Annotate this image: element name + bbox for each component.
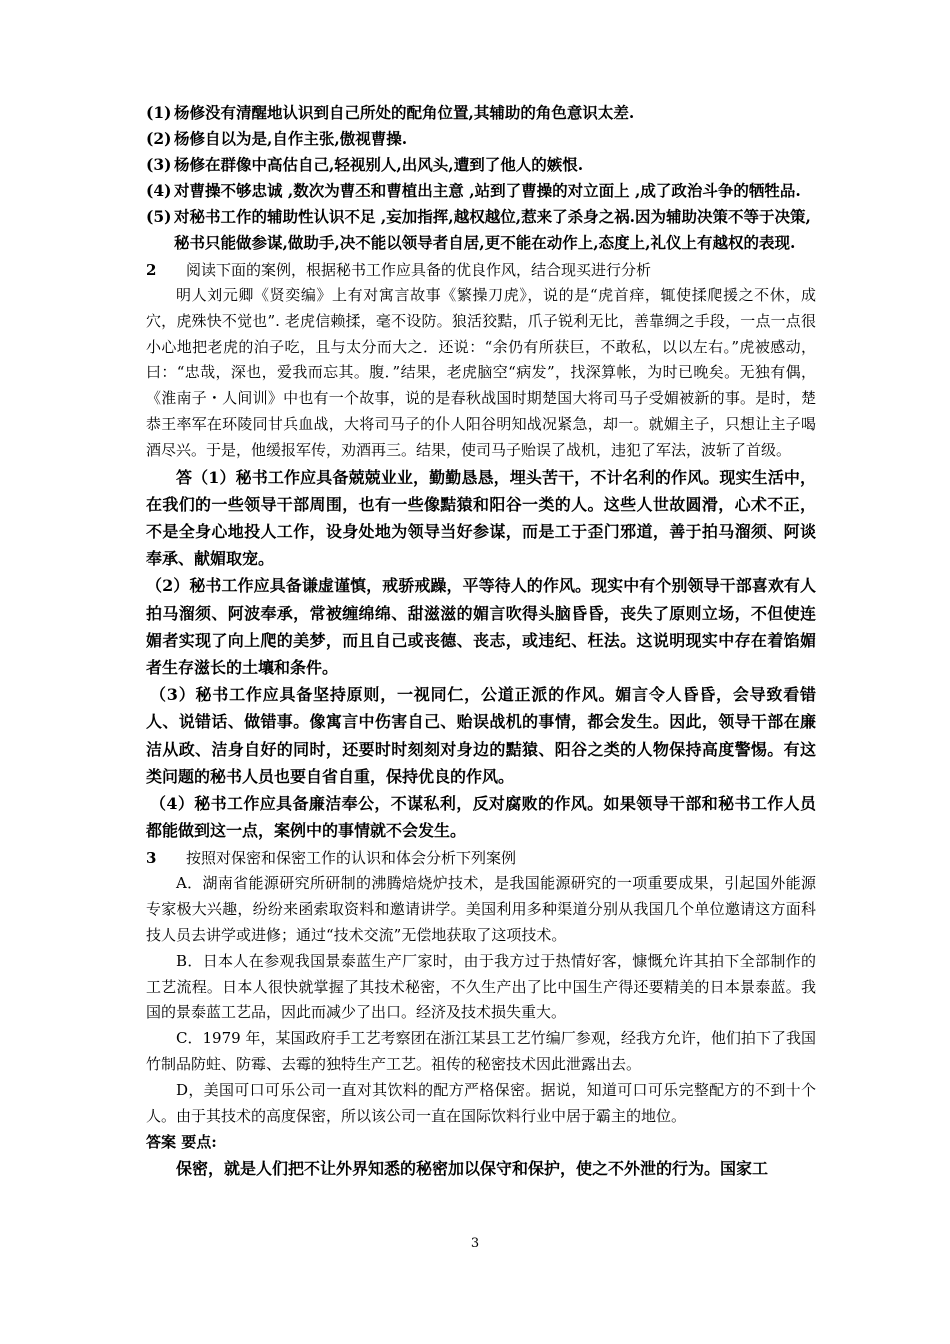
- list-item-text: 杨修在群像中高估自己,轻视别人,出风头,遭到了他人的嫉恨.: [174, 155, 584, 174]
- answer-paragraph: （4）秘书工作应具备廉洁奉公，不谋私利，反对腐败的作风。如果领导干部和秘书工作人员都能做到这一点，案例中的事情就不会发生。: [146, 794, 816, 841]
- question-number: 2: [146, 261, 157, 279]
- list-item: [146, 100, 816, 126]
- list-item-text: 对秘书工作的辅助性认识不足 ,妄加指挥,越权越位,惹来了杀身之祸.因为辅助决策不等于决策,秘书只能做参谋,做助手,决不能以领导者自居,更不能在动作上,态度上,礼仪上有越权的表现.: [174, 207, 811, 252]
- list-item-text: 对曹操不够忠诚 ,数次为曹丕和曹植出主意 ,站到了曹操的对立面上 ,成了政治斗争的牺牲品.: [174, 181, 801, 200]
- question-3-heading: [146, 845, 816, 871]
- list-item: [146, 178, 816, 204]
- case-paragraph-b: B．日本人在参观我国景泰蓝生产厂家时，由于我方过于热情好客，慷慨允许其拍下全部制作的工艺流程。日本人很快就掌握了其技术秘密，不久生产出了比中国生产得还要精美的日本景泰蓝。我国的景泰蓝工艺品，因此而减少了出口。经济及技术损失重大。: [146, 951, 816, 1022]
- case-paragraph: 明人刘元卿《贤奕编》上有对寓言故事《繁操刀虎》，说的是“虎首痒，辄使揉爬援之不休，成穴，虎殊快不觉也”. 老虎信赖揉，毫不设防。狼活狡黠，爪子锐利无比，善靠绸之手段，一点一点很小心地把老虎的泊子吃，且与太分而大之．还说：“余仍有所获巨，不敢私，以以左右。”虎被感动，曰：“忠哉，深也，爱我而忘其。腹．”结果，老虎脑空“病发”，找深算帐，为时已晚矣。无独有偶，《淮南子・人间训》中也有一个故事，说的是春秋战国时期楚国大将司马子受媚被新的事。是时，楚恭王率军在环陵同甘兵血战，大将司马子的仆人阳谷明知战况紧急，却一。就媚主子，只想让主子喝酒尽兴。于是，他缓报军传，劝酒再三。结果，使司马子贻误了战机，违犯了军法，波斩了首级。: [146, 286, 816, 459]
- case-paragraph-a: A．湖南省能源研究所研制的沸腾焙烧炉技术，是我国能源研究的一项重要成果，引起国外能源专家极大兴趣，纷纷来函索取资料和邀请讲学。美国利用多种渠道分别从我国几个单位邀请这方面科技人员去讲学或进修；通过“技术交流”无偿地获取了这项技术。: [146, 874, 816, 945]
- question-2-heading: [146, 257, 816, 283]
- list-item-text: 杨修没有清醒地认识到自己所处的配角位置,其辅助的角色意识太差.: [174, 103, 635, 122]
- case-paragraph-d: D，美国可口可乐公司一直对其饮料的配方严格保密。据说，知道可口可乐完整配方的不到十个人。由于其技术的高度保密，所以该公司一直在国际饮料行业中居于霸主的地位。: [146, 1080, 816, 1125]
- question-text: 阅读下面的案例，根据秘书工作应具备的优良作风，结合现买进行分析: [186, 261, 652, 279]
- answer-paragraph: 保密，就是人们把不让外界知悉的秘密加以保守和保护，使之不外泄的行为。国家工: [176, 1159, 769, 1179]
- answer-paragraph: （2）秘书工作应具备谦虚谨慎，戒骄戒躁，平等待人的作风。现实中有个别领导干部喜欢有人拍马溜须、阿波奉承，常被缠绵绵、甜滋滋的媚言吹得头脑昏昏，丧失了原则立场，不但使连媚者实现了向上爬的美梦，而且自己或丧德、丧志，或违纪、枉法。这说明现实中存在着馅媚者生存滋长的土壤和条件。: [146, 576, 816, 677]
- answer-paragraph: 答（1）秘书工作应具备兢兢业业，勤勤恳恳，埋头苦干，不计名利的作风。现实生活中，在我们的一些领导干部周围，也有一些像黠猿和阳谷一类的人。这些人世故圆滑，心术不正，不是全身心地投人工作，设身处地为领导当好参谋，而是工于歪门邪道，善于拍马溜须、阿谈奉承、献媚取宠。: [146, 467, 816, 569]
- question-text: 按照对保密和保密工作的认识和体会分析下列案例: [186, 849, 517, 868]
- list-item-text: 杨修自以为是,自作主张,傲视曹操.: [174, 129, 408, 148]
- answer-list-q1: [146, 100, 816, 256]
- list-item: [146, 152, 816, 178]
- answer-paragraph: （3）秘书工作应具备坚持原则，一视同仁，公道正派的作风。媚言令人昏昏，会导致看错人、说错话、做错事。像寓言中伤害自己、贻误战机的事情，都会发生。因此，领导干部在廉洁从政、洁身自好的同时，还要时时刻刻对身边的黠猿、阳谷之类的人物保持高度警惕。有这类问题的秘书人员也要自省自重，保持优良的作风。: [146, 685, 816, 786]
- list-item-number: (4): [146, 181, 172, 200]
- list-item: [146, 126, 816, 152]
- case-paragraph-c: C．1979 年，某国政府手工艺考察团在浙江某县工艺竹编厂参观，经我方允许，他们拍下了我国竹制品防蛀、防霉、去霉的独特生产工艺。祖传的秘密技术因此泄露出去。: [146, 1029, 816, 1073]
- page-number: 3: [470, 1236, 480, 1251]
- list-item-number: (5): [146, 207, 172, 226]
- list-item-number: (1): [146, 103, 172, 122]
- answer-label: 答案 要点:: [146, 1133, 217, 1152]
- document-page: [146, 100, 816, 1183]
- question-number: 3: [146, 849, 157, 868]
- list-item: [146, 204, 816, 256]
- list-item-number: (2): [146, 129, 172, 148]
- list-item-number: (3): [146, 155, 172, 174]
